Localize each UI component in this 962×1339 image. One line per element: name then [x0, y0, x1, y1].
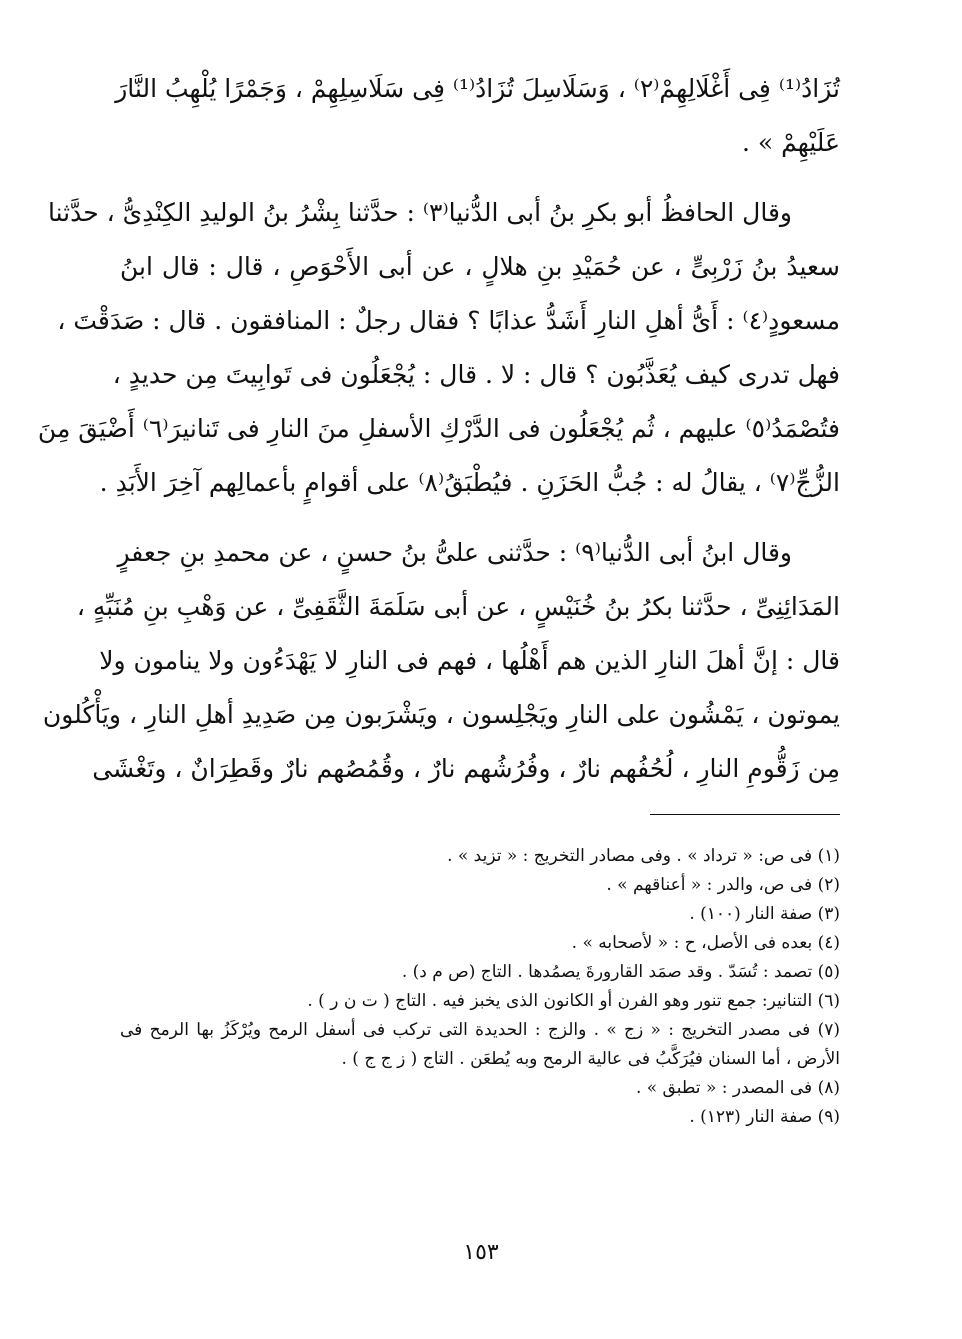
text-line: سعيدُ بنُ زَرْبِىٍّ ، عن حُمَيْدِ بنِ هلالٍ ، عن أبى الأَحْوَصِ ، قال : قال ابنُ	[120, 252, 840, 281]
footnote: (٧) فى مصدر التخريج : « زج » . والزج : الحديدة التى تركب فى أسفل الرمح ويُرْكَزُ بها الرمح فى	[120, 1020, 840, 1040]
footnote: (٣) صفة النار (١٠٠) .	[689, 904, 840, 924]
footnote-continuation: الأرض ، أما السنان فيُرَكَّبُ فى عالية الرمح وبه يُطعَن . التاج ( ز ج ج ) .	[341, 1049, 840, 1069]
footnotes	[120, 842, 840, 1132]
footnote: (٩) صفة النار (١٢٣) .	[689, 1107, 840, 1127]
text-line: قال : إنَّ أهلَ النارِ الذين هم أَهْلُها ، فهم فى النارِ لا يَهْدَءُون ولا ينامون ولا	[99, 646, 840, 675]
footnote: (٤) بعده فى الأصل، ح : « لأصحابه » .	[571, 933, 840, 953]
text-line: المَدَائِنِىِّ ، حدَّثنا بكرُ بنُ خُنَيْسٍ ، عن أبى سَلَمَةَ الثَّقَفِىِّ ، عن وَهْبِ بنِ مُنَبِّهٍ ،	[76, 592, 840, 621]
text-line: الزُّجِّ⁽٧⁾ ، يقالُ له : جُبُّ الحَزَنِ . فيُطْبَقُ⁽٨⁾ على أقوامٍ بأعمالِهم آخِرَ الأَبَدِ .	[99, 468, 840, 497]
footnote: (١) فى ص: « ترداد » . وفى مصادر التخريج : « تزيد » .	[447, 846, 840, 866]
footnote: (٥) تصمد : تُسَدّ . وقد صمَد القارورةَ يصمُدها . التاج (ص م د) .	[401, 962, 840, 982]
main-text	[37, 62, 840, 796]
text-line: وقال الحافظُ أبو بكرِ بنُ أبى الدُّنيا⁽٣⁾ : حدَّثنا بِشْرُ بنُ الوليدِ الكِنْدِىُّ ، حدَّثنا	[48, 198, 792, 227]
footnote: (٢) فى ص، والدر : « أعناقهم » .	[606, 875, 840, 895]
text-line: يموتون ، يَمْشُون على النارِ ويَجْلِسون ، ويَشْرَبون مِن صَدِيدِ أهلِ النارِ ، ويَأْكُلون	[42, 700, 840, 729]
text-line: فهل تدرى كيف يُعَذَّبُون ؟ قال : لا . قال : يُجْعَلُون فى تَوابِيتَ مِن حديدٍ ،	[112, 360, 840, 389]
footnote: (٦) التنانير: جمع تنور وهو الفرن أو الكانون الذى يخبز فيه . التاج ( ت ن ر ) .	[307, 991, 840, 1011]
text-line: تُزَادُ⁽¹⁾ فِى أَغْلَالِهِمْ⁽٢⁾ ، وَسَلَاسِلَ تُزَادُ⁽¹⁾ فِى سَلَاسِلِهِمْ ، وَجَمْرًا يُلْهِبُ النَّارَ	[115, 74, 840, 103]
footnote-divider	[650, 814, 840, 815]
text-line: عَلَيْهِمْ » .	[741, 128, 840, 157]
text-line: فتُصْمَدُ⁽٥⁾ عليهم ، ثُم يُجْعَلُون فى الدَّرْكِ الأسفلِ منَ النارِ فى تَنانيرَ⁽٦⁾ أَضْيَقَ مِنَ	[37, 414, 840, 443]
text-line: مسعودٍ⁽٤⁾ : أَىُّ أهلِ النارِ أَشَدُّ عذابًا ؟ فقال رجلٌ : المنافقون . قال : صَدَقْتَ ،	[57, 306, 840, 335]
text-line: مِن زَقُّومِ النارِ ، لُحُفُهم نارٌ ، وفُرُشُهم نارٌ ، وقُمُصُهم نارٌ وقَطِرَانٌ ، وتَغْشَى	[92, 754, 840, 783]
footnote: (٨) فى المصدر : « تطبق » .	[635, 1078, 840, 1098]
text-line: وقال ابنُ أبى الدُّنيا⁽٩⁾ : حدَّثنى علىُّ بنُ حسنٍ ، عن محمدِ بنِ جعفرٍ	[117, 538, 792, 567]
page-number: ١٥٣	[463, 1240, 499, 1265]
